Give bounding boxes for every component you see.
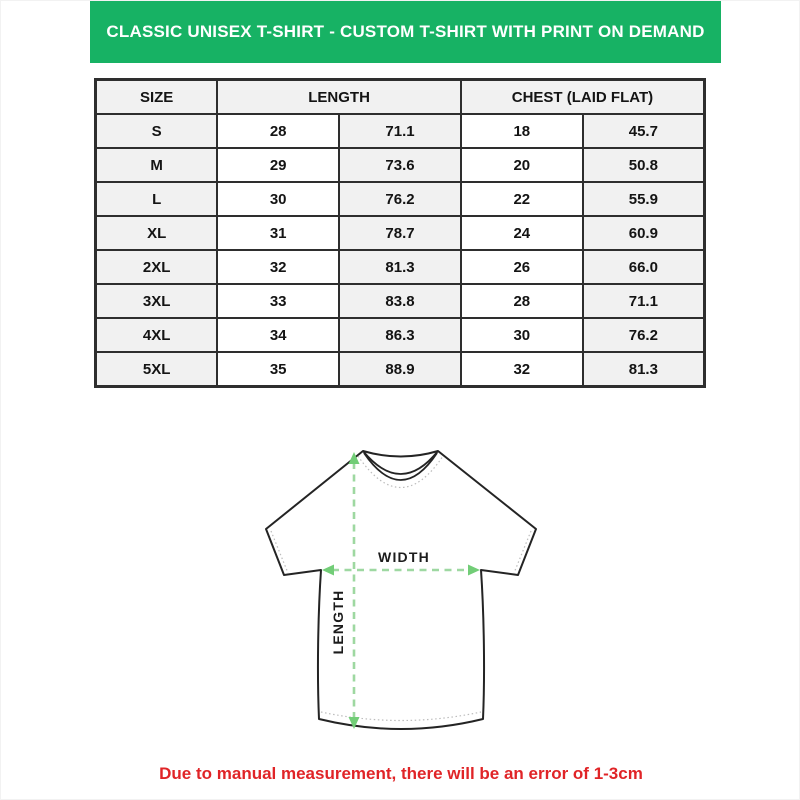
value-cell: 32 <box>461 352 583 387</box>
value-cell: 45.7 <box>583 114 705 148</box>
value-cell: 26 <box>461 250 583 284</box>
table-row <box>96 114 705 148</box>
size-chart-table <box>94 78 706 388</box>
value-cell: 83.8 <box>339 284 461 318</box>
measurement-note-text: Due to manual measurement, there will be an error of 1-3cm <box>159 764 643 783</box>
value-cell: 78.7 <box>339 216 461 250</box>
value-cell: 24 <box>461 216 583 250</box>
value-cell: 76.2 <box>339 182 461 216</box>
value-cell: 81.3 <box>339 250 461 284</box>
value-cell: 28 <box>461 284 583 318</box>
table-row <box>96 216 705 250</box>
value-cell: 18 <box>461 114 583 148</box>
table-row <box>96 352 705 387</box>
value-cell: 71.1 <box>339 114 461 148</box>
value-cell: 31 <box>217 216 339 250</box>
value-cell: 50.8 <box>583 148 705 182</box>
value-cell: 73.6 <box>339 148 461 182</box>
size-cell: S <box>96 114 218 148</box>
value-cell: 81.3 <box>583 352 705 387</box>
value-cell: 33 <box>217 284 339 318</box>
value-cell: 22 <box>461 182 583 216</box>
tshirt-illustration <box>251 439 551 749</box>
value-cell: 30 <box>461 318 583 352</box>
size-cell: 2XL <box>96 250 218 284</box>
value-cell: 66.0 <box>583 250 705 284</box>
tshirt-diagram <box>251 439 551 749</box>
value-cell: 35 <box>217 352 339 387</box>
title-banner <box>90 1 721 63</box>
size-cell: XL <box>96 216 218 250</box>
value-cell: 30 <box>217 182 339 216</box>
value-cell: 71.1 <box>583 284 705 318</box>
table-row <box>96 284 705 318</box>
size-cell: M <box>96 148 218 182</box>
column-header: CHEST (LAID FLAT) <box>461 80 705 115</box>
size-cell: 3XL <box>96 284 218 318</box>
value-cell: 88.9 <box>339 352 461 387</box>
width-arrow-label: WIDTH <box>378 549 430 565</box>
column-header: LENGTH <box>217 80 461 115</box>
table-header-row <box>96 80 705 115</box>
column-header: SIZE <box>96 80 218 115</box>
table-row <box>96 318 705 352</box>
value-cell: 34 <box>217 318 339 352</box>
value-cell: 29 <box>217 148 339 182</box>
value-cell: 20 <box>461 148 583 182</box>
value-cell: 60.9 <box>583 216 705 250</box>
size-cell: L <box>96 182 218 216</box>
measurement-note <box>1 764 800 784</box>
value-cell: 55.9 <box>583 182 705 216</box>
table-row <box>96 182 705 216</box>
size-cell: 5XL <box>96 352 218 387</box>
tshirt-outline <box>266 451 536 729</box>
value-cell: 32 <box>217 250 339 284</box>
value-cell: 86.3 <box>339 318 461 352</box>
length-arrow-label: LENGTH <box>330 589 346 655</box>
table-row <box>96 148 705 182</box>
value-cell: 76.2 <box>583 318 705 352</box>
value-cell: 28 <box>217 114 339 148</box>
size-cell: 4XL <box>96 318 218 352</box>
table-row <box>96 250 705 284</box>
page-title: CLASSIC UNISEX T-SHIRT - CUSTOM T-SHIRT WITH PRINT ON DEMAND <box>106 22 705 41</box>
